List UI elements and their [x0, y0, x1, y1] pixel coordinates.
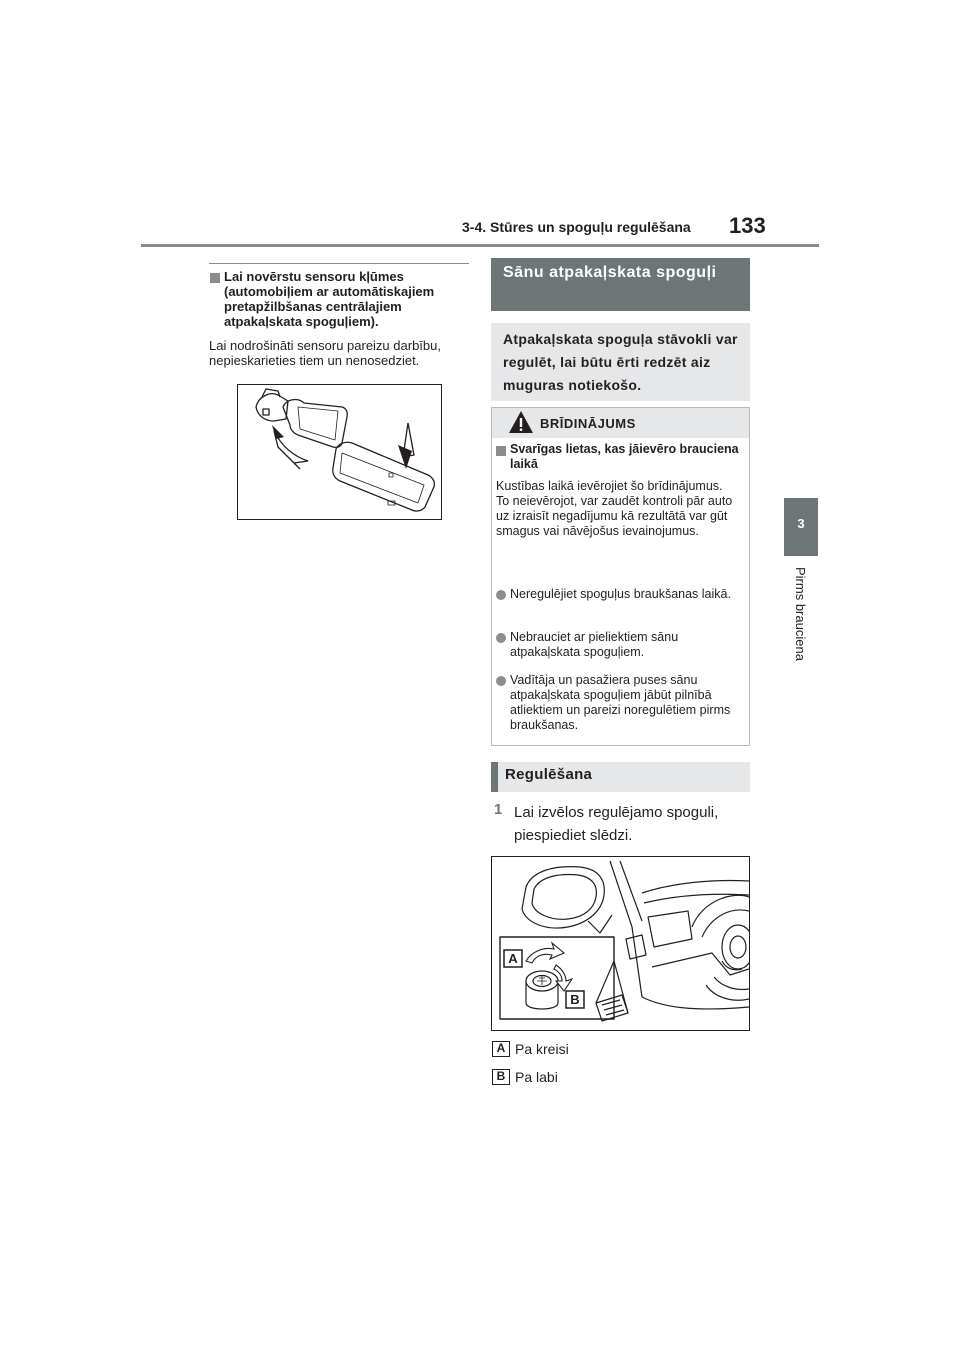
legend-label-b: B: [492, 1069, 510, 1085]
square-bullet-icon: [496, 446, 506, 456]
mirror-switch-illustration: [491, 856, 750, 1031]
chapter-number: 3: [797, 516, 805, 531]
step-number: 1: [494, 801, 503, 818]
section-header: [491, 258, 750, 311]
summary-box: [491, 323, 750, 401]
section-header-text: Sānu atpakaļskata spoguļi: [503, 264, 717, 281]
step-text: Lai izvēlos regulējamo spoguli, piespiediet slēdzi.: [514, 804, 719, 844]
adjust-header-text: Regulēšana: [505, 766, 593, 783]
bullet-dot-icon: [496, 676, 506, 686]
warning-bullet: Vadītāja un pasažiera puses sānu atpakaļskata spoguļiem jābūt pilnībā atliektiem un pareizi noregulētiem pirms braukšanas.: [510, 673, 731, 732]
left-heading: Lai novērstu sensoru kļūmes (automobiļiem ar automātiskajiem pretapžilbšanas centrālajiem atpakaļskata spoguļiem).: [224, 269, 435, 329]
adjust-header-bar: [491, 762, 498, 792]
legend-text-a: Pa kreisi: [515, 1041, 569, 1057]
bullet-dot-icon: [496, 633, 506, 643]
square-bullet-icon: [210, 273, 220, 283]
warning-intro: Kustības laikā ievērojiet šo brīdinājumus. To neievērojot, var zaudēt kontroli pār auto uz izraisīt negadījumu kā rezultātā var gūt smagus vai nāvējošus ievainojumus.: [496, 479, 733, 538]
chapter-title: Pirms brauciena: [793, 567, 808, 661]
header-divider: [141, 244, 819, 247]
rearview-mirror-drawing: [238, 385, 441, 519]
page-number: 133: [729, 213, 766, 238]
bullet-dot-icon: [496, 590, 506, 600]
rearview-mirror-illustration: [237, 384, 442, 520]
warning-bullet: Nebrauciet ar pieliektiem sānu atpakaļskata spoguļiem.: [510, 630, 679, 659]
warning-title: BRĪDINĀJUMS: [540, 416, 636, 431]
legend-text-b: Pa labi: [515, 1069, 558, 1085]
legend-label-a: A: [492, 1041, 510, 1057]
left-body-text: Lai nodrošināti sensoru pareizu darbību, nepieskarieties tiem un nenosedziet.: [209, 338, 441, 368]
warning-bullet: Neregulējiet spoguļus braukšanas laikā.: [510, 587, 731, 601]
figure-label-a: A: [508, 951, 518, 966]
warning-triangle-icon: [508, 410, 534, 434]
section-title: 3-4. Stūres un spoguļu regulēšana: [462, 219, 691, 235]
warning-subheading: Svarīgas lietas, kas jāievēro brauciena laikā: [510, 442, 739, 471]
figure-label-b: B: [570, 992, 580, 1007]
left-divider: [209, 263, 469, 264]
mirror-switch-drawing: [492, 857, 749, 1030]
summary-text: Atpakaļskata spoguļa stāvokli var regulēt, lai būtu ērti redzēt aiz muguras notiekošo.: [503, 331, 738, 393]
